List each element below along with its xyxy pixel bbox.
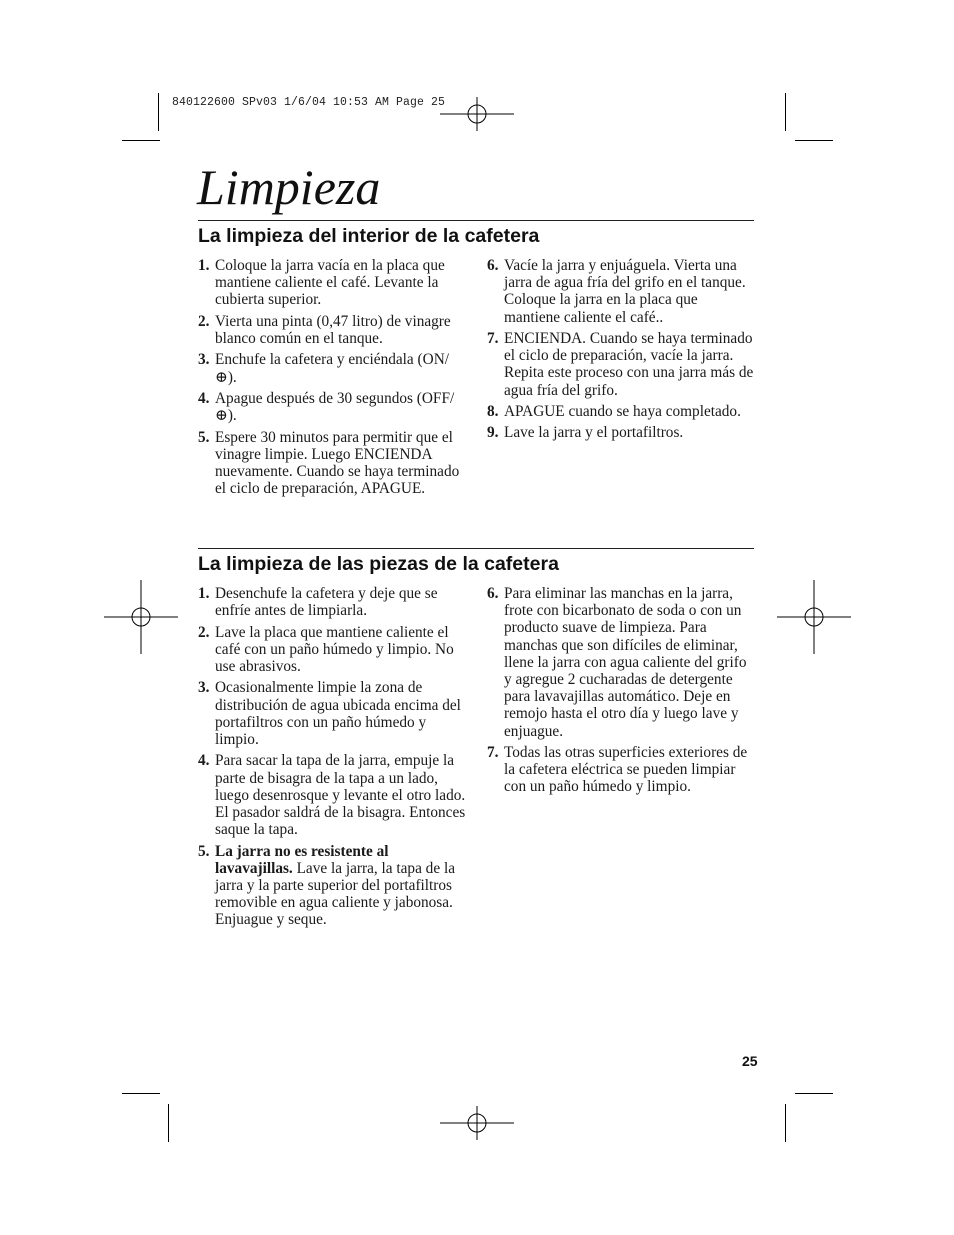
interior-steps-right — [487, 257, 757, 446]
page-number: 25 — [742, 1053, 758, 1069]
step-number: 8. — [487, 403, 499, 420]
registration-mark-icon — [440, 77, 514, 151]
step-text: Lave la placa que mantiene caliente el café con un paño húmedo y limpio. No use abrasivos. — [215, 623, 454, 675]
step-number: 2. — [198, 312, 210, 330]
step-text: Ocasionalmente limpie la zona de distribución de agua ubicada encima del portafiltros con un paño húmedo y limpio. — [215, 679, 461, 748]
step-number: 9. — [487, 424, 499, 442]
list-item — [198, 843, 468, 929]
list-item — [198, 752, 468, 838]
step-number: 3. — [198, 679, 210, 697]
registration-mark-icon — [440, 1086, 514, 1160]
crop-mark — [122, 140, 160, 141]
step-number: 5. — [198, 842, 210, 860]
page-title: Limpieza — [197, 159, 381, 215]
step-number: 7. — [487, 744, 499, 762]
step-number: 1. — [198, 257, 210, 274]
step-text: APAGUE cuando se haya completado. — [504, 403, 741, 420]
section-heading-parts: La limpieza de las piezas de la cafetera — [198, 553, 559, 575]
list-item — [198, 257, 468, 309]
crop-mark — [785, 1104, 786, 1142]
section-rule — [198, 548, 754, 549]
step-text: Espere 30 minutos para permitir que el vinagre limpie. Luego ENCIENDA nuevamente. Cuando se haya terminado el ciclo de preparación, APAGUE. — [215, 428, 460, 498]
step-warning-text: La jarra no es resistente al lavavajillas. — [215, 842, 389, 877]
list-item — [198, 585, 468, 619]
step-number: 4. — [198, 389, 210, 407]
step-number: 7. — [487, 330, 499, 347]
step-text: Para sacar la tapa de la jarra, empuje la parte de bisagra de la tapa a un lado, luego desenrosque y levante el otro lado. El pasador saldrá de la bisagra. Entonces saque la tapa. — [215, 752, 466, 839]
parts-steps-right — [487, 585, 757, 800]
registration-mark-icon — [104, 580, 178, 654]
step-number: 5. — [198, 428, 210, 446]
interior-steps-left — [198, 257, 468, 502]
section-rule — [198, 220, 754, 221]
step-text: Para eliminar las manchas en la jarra, frote con bicarbonato de soda o con un producto suave de limpieza. Para manchas que son difíciles de eliminar, llene la jarra con agua caliente del grifo y agregue 2 cucharadas de detergente para lavavajillas automático. Deje en remojo hasta el otro día y luego lave y enjuague. — [504, 585, 747, 740]
step-text: Vacíe la jarra y enjuáguela. Vierta una jarra de agua fría del grifo en el tanque. Coloque la jarra en la placa que mantiene caliente el café.. — [504, 257, 746, 326]
list-item — [198, 679, 468, 748]
list-item — [487, 330, 757, 399]
parts-steps-left — [198, 585, 468, 933]
list-item — [198, 390, 468, 424]
list-item — [487, 403, 757, 420]
list-item — [198, 351, 468, 385]
step-text: Coloque la jarra vacía en la placa que mantiene caliente el café. Levante la cubierta superior. — [215, 257, 445, 309]
list-item — [198, 313, 468, 347]
step-number: 4. — [198, 752, 210, 770]
step-text: Todas las otras superficies exteriores de la cafetera eléctrica se pueden limpiar con un paño húmedo y limpio. — [504, 744, 748, 796]
step-text: Lave la jarra y el portafiltros. — [504, 424, 684, 442]
list-item — [198, 429, 468, 498]
list-item — [487, 585, 757, 740]
step-number: 3. — [198, 351, 210, 369]
step-text: Desenchufe la cafetera y deje que se enfríe antes de limpiarla. — [215, 585, 438, 620]
list-item — [487, 424, 757, 441]
step-number: 1. — [198, 585, 210, 602]
print-slug: 840122600 SPv03 1/6/04 10:53 AM Page 25 — [172, 96, 446, 109]
crop-mark — [785, 93, 786, 131]
crop-mark — [795, 1093, 833, 1094]
step-number: 6. — [487, 585, 499, 602]
crop-mark — [122, 1093, 160, 1094]
list-item — [487, 257, 757, 326]
section-heading-interior: La limpieza del interior de la cafetera — [198, 225, 540, 247]
list-item — [198, 624, 468, 676]
crop-mark — [168, 1104, 169, 1142]
step-text: ENCIENDA. Cuando se haya terminado el ciclo de preparación, vacíe la jarra. Repita este proceso con una jarra más de agua fría del grifo. — [504, 330, 754, 399]
crop-mark — [795, 140, 833, 141]
crop-mark — [158, 93, 159, 131]
step-number: 6. — [487, 257, 499, 274]
list-item — [487, 744, 757, 796]
step-number: 2. — [198, 623, 210, 641]
step-text: Lave la jarra, la tapa de la jarra y la parte superior del portafiltros removible en agua caliente y jabonosa. Enjuague y seque. — [215, 859, 455, 929]
step-text: Apague después de 30 segundos (OFF/⊕). — [215, 389, 455, 425]
step-text: Enchufe la cafetera y enciéndala (ON/⊕). — [215, 351, 449, 386]
step-text: Vierta una pinta (0,47 litro) de vinagre blanco común en el tanque. — [215, 312, 451, 347]
registration-mark-icon — [777, 580, 851, 654]
